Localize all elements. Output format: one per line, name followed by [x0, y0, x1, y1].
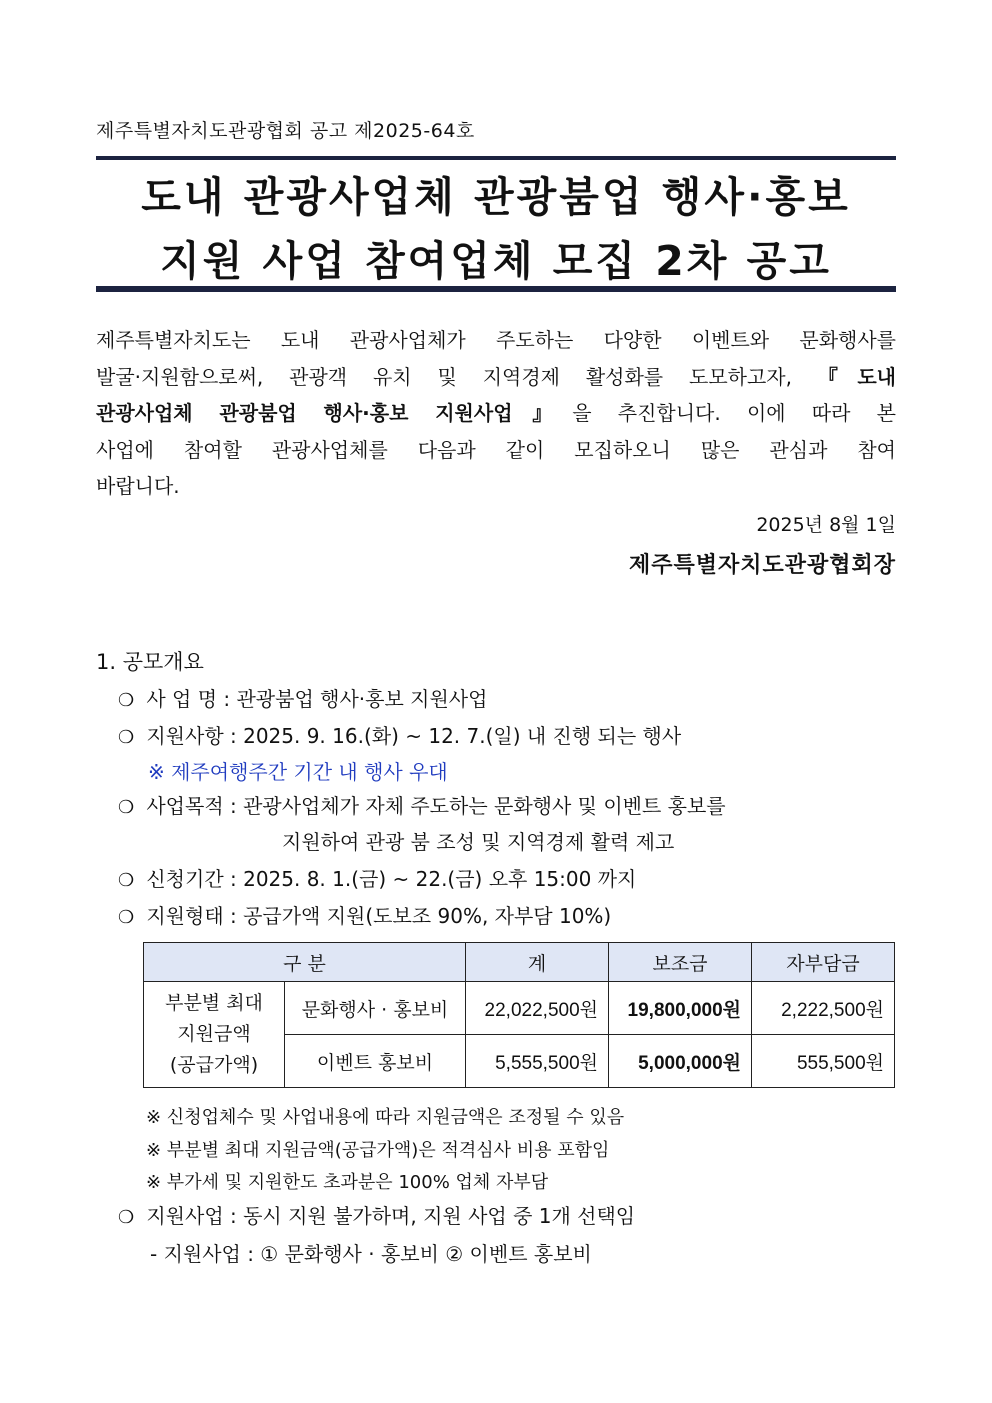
section-heading: 1. 공모개요: [96, 650, 204, 674]
item-text: 신청기간 : 2025. 8. 1.(금) ~ 22.(금) 오후 15:00 까지: [146, 867, 637, 891]
header-category: 구 분: [144, 943, 466, 982]
item-purpose: [118, 790, 726, 819]
notice-number: 제주특별자치도관광협회 공고 제2025-64호: [96, 120, 475, 142]
row-group-line: (공급가액): [169, 1054, 259, 1076]
intro-text: 발굴·지원함으로써, 관광객 유치 및 지역경제 활성화를 도모하고자,: [96, 364, 818, 389]
table-row: [144, 982, 895, 1035]
item-text: 사업목적 : 관광사업체가 자체 주도하는 문화행사 및 이벤트 홍보를: [146, 794, 726, 818]
cell-subsidy: 5,000,000원: [609, 1035, 752, 1088]
intro-line: 제주특별자치도는 도내 관광사업체가 주도하는 다양한 이벤트와 문화행사를: [96, 328, 896, 352]
intro-line: [96, 359, 896, 396]
item-support: [118, 1200, 635, 1229]
row-label: 문화행사 · 홍보비: [285, 982, 466, 1035]
cell-subsidy: 19,800,000원: [609, 982, 752, 1035]
note-line: ※ 신청업체수 및 사업내용에 따라 지원금액은 조정될 수 있음: [146, 1107, 625, 1128]
support-sub: - 지원사업 : ① 문화행사 · 홍보비 ② 이벤트 홍보비: [150, 1242, 592, 1266]
row-label: 이벤트 홍보비: [285, 1035, 466, 1088]
intro-paragraph: [96, 322, 896, 505]
period-note: ※ 제주여행주간 기간 내 행사 우대: [148, 760, 448, 784]
cell-self: 555,500원: [752, 1035, 895, 1088]
title-line-2: 지원 사업 참여업체 모집 2차 공고: [160, 237, 832, 285]
header-self: 자부담금: [752, 943, 895, 982]
circle-bullet-icon: ❍: [118, 1207, 135, 1228]
circle-bullet-icon: ❍: [118, 907, 135, 928]
note-line: ※ 부가세 및 지원한도 초과분은 100% 업체 자부담: [146, 1172, 549, 1193]
circle-bullet-icon: ❍: [118, 870, 135, 891]
header-subsidy: 보조금: [609, 943, 752, 982]
notice-date: 2025년 8월 1일: [756, 514, 896, 536]
note-line: ※ 부분별 최대 지원금액(공급가액)은 적격심사 비용 포함임: [146, 1140, 610, 1161]
circle-bullet-icon: ❍: [118, 727, 135, 748]
circle-bullet-icon: ❍: [118, 690, 135, 711]
title-rule-top: [96, 156, 896, 160]
signature: 제주특별자치도관광협회장: [628, 553, 896, 578]
item-apply: [118, 863, 636, 892]
header-total: 계: [466, 943, 609, 982]
circle-bullet-icon: ❍: [118, 797, 135, 818]
intro-emphasis: 『도내: [817, 364, 897, 389]
intro-line: 사업에 참여할 관광사업체를 다음과 같이 모집하오니 많은 관심과 참여: [96, 437, 896, 462]
item-text: 지원사업 : 동시 지원 불가하며, 지원 사업 중 1개 선택임: [146, 1204, 636, 1228]
item-type: [118, 900, 611, 929]
title-rule-bottom: [96, 286, 896, 292]
row-group-line: 부분별 최대: [165, 992, 263, 1014]
item-purpose-cont: 지원하여 관광 붐 조성 및 지역경제 활력 제고: [282, 830, 675, 854]
intro-line: 바랍니다.: [96, 474, 180, 498]
table-header-row: [144, 943, 895, 982]
intro-line: [96, 395, 896, 432]
intro-emphasis: 관광사업체 관광붐업 행사·홍보 지원사업』: [96, 401, 573, 425]
row-group-label: [144, 982, 285, 1088]
cell-self: 2,222,500원: [752, 982, 895, 1035]
item-text: 지원형태 : 공급가액 지원(도보조 90%, 자부담 10%): [146, 904, 612, 928]
intro-text: 을 추진합니다. 이에 따라 본: [572, 401, 896, 425]
cell-total: 5,555,500원: [466, 1035, 609, 1088]
item-text: 지원사항 : 2025. 9. 16.(화) ~ 12. 7.(일) 내 진행 되는 행사: [146, 724, 682, 748]
item-period: [118, 720, 681, 749]
support-table: [143, 942, 895, 1088]
item-name: [118, 683, 487, 712]
item-text: 사 업 명 : 관광붐업 행사·홍보 지원사업: [146, 687, 488, 711]
row-group-line: 지원금액: [177, 1023, 251, 1045]
cell-total: 22,022,500원: [466, 982, 609, 1035]
title-line-1: 도내 관광사업체 관광붐업 행사·홍보: [141, 173, 851, 221]
